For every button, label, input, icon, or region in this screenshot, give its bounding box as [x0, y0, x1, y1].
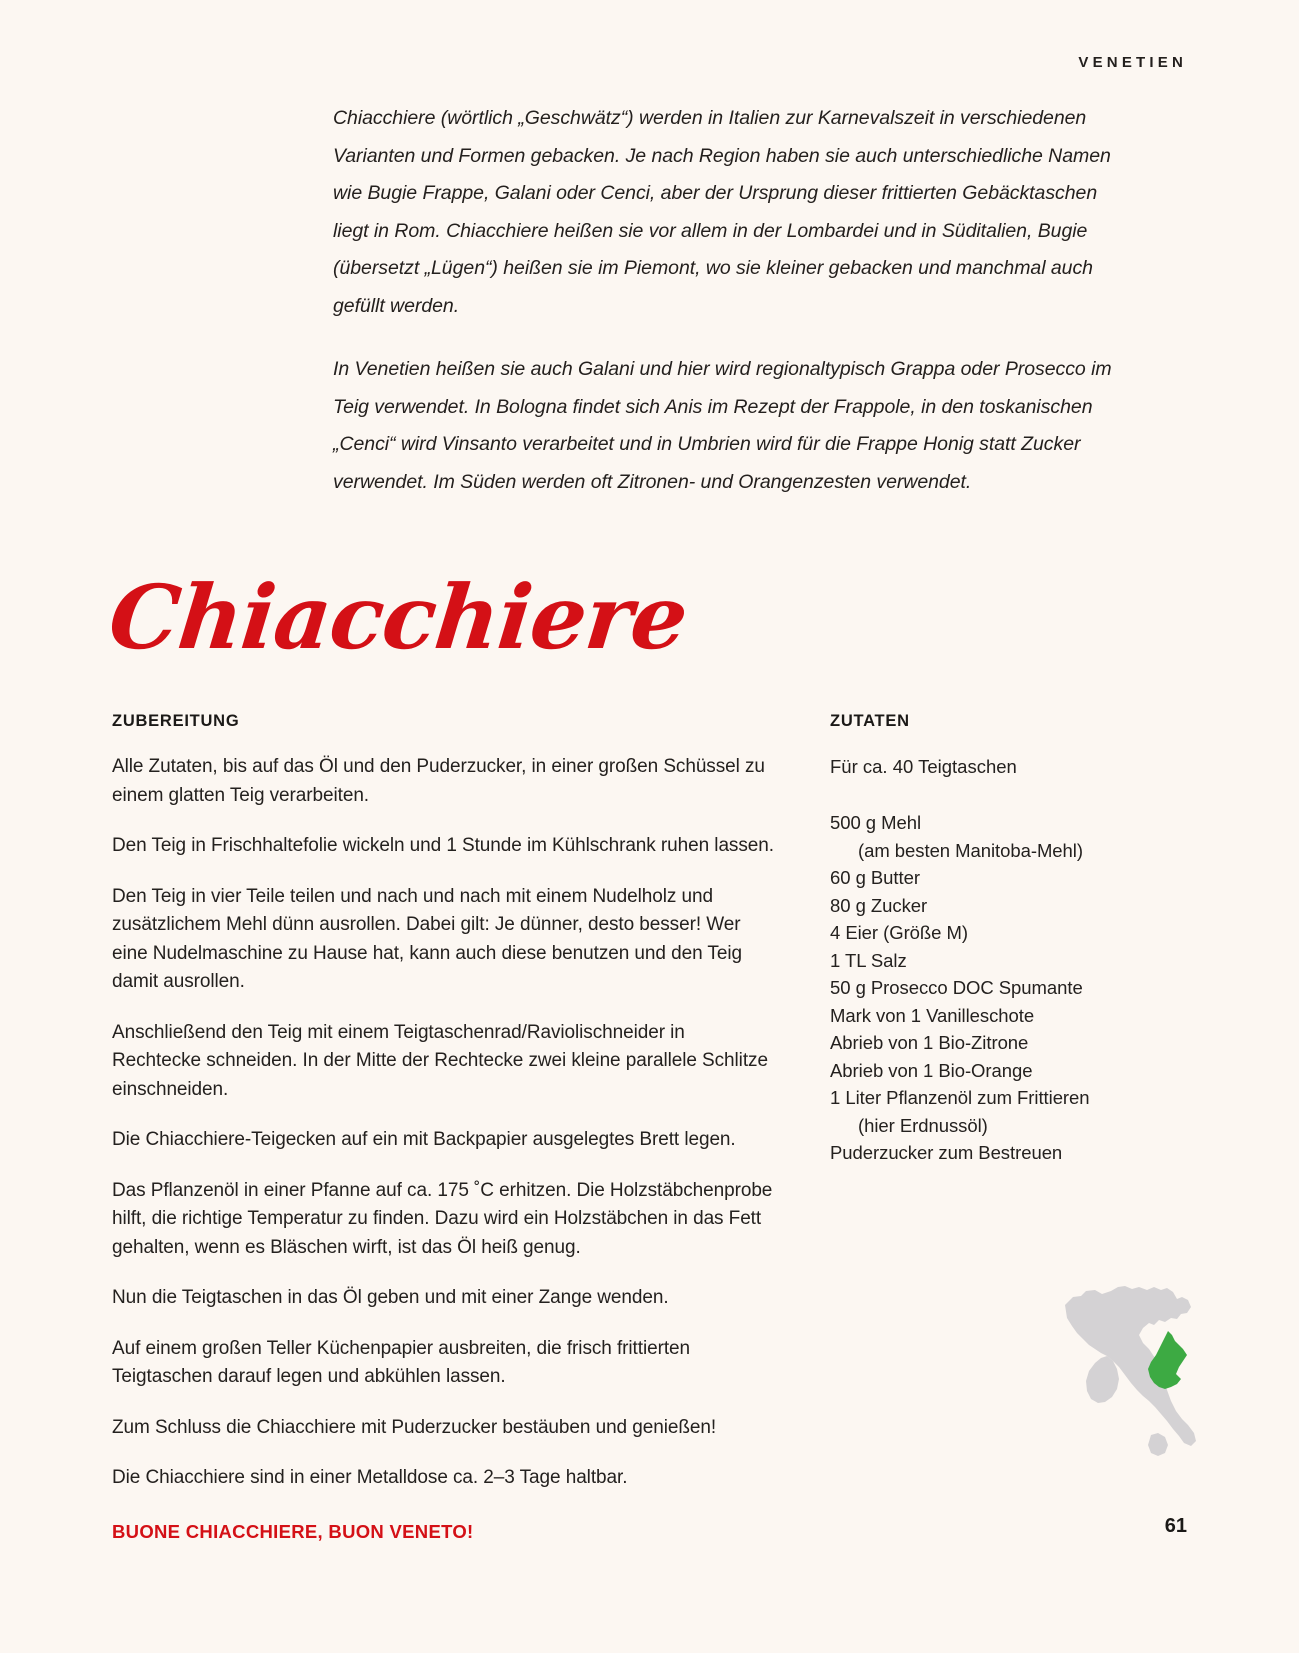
preparation-step: Anschließend den Teig mit einem Teigtaschenrad/Raviolischneider in Rechtecke schneiden. In der Mitte der Rechtecke zwei kleine parallele Schlitze einschneiden.: [112, 1021, 768, 1100]
preparation-step: Das Pflanzenöl in einer Pfanne auf ca. 175 ˚C erhitzen. Die Holzstäbchenprobe hilft, die richtige Temperatur zu finden. Dazu wird ein Holzstäbchen in das Fett gehalten, wenn es Bläschen wirft, ist das Öl heiß genug.: [112, 1179, 773, 1258]
preparation-heading: ZUBEREITUNG: [112, 712, 240, 730]
preparation-step: Die Chiacchiere-Teigecken auf ein mit Backpapier ausgelegtes Brett legen.: [112, 1129, 736, 1150]
list-item: Mark von 1 Vanilleschote: [830, 1004, 1035, 1026]
ingredients-yield: Für ca. 40 Teigtaschen: [830, 756, 1017, 777]
veneto-region-highlight: [1148, 1331, 1187, 1389]
page-title: Chiacchiere: [104, 565, 692, 669]
preparation-step: Zum Schluss die Chiacchiere mit Puderzucker bestäuben und genießen!: [112, 1416, 717, 1438]
intro-block: [333, 100, 1133, 527]
preparation-step: Auf einem großen Teller Küchenpapier ausbreiten, die frisch frittierten Teigtaschen darauf legen und abkühlen lassen.: [112, 1337, 691, 1387]
preparation-step: Nun die Teigtaschen in das Öl geben und mit einer Zange wenden.: [112, 1287, 669, 1308]
list-item: (am besten Manitoba-Mehl): [858, 839, 1083, 861]
list-item: Abrieb von 1 Bio-Orange: [830, 1059, 1033, 1081]
ingredients-list: [830, 809, 1130, 1167]
page-number: 61: [1164, 1515, 1187, 1537]
intro-paragraph: Chiacchiere (wörtlich „Geschwätz“) werden in Italien zur Karnevalszeit in verschiedenen Varianten und Formen gebacken. Je nach Region haben sie auch unterschiedliche Namen wie Bugie Frappe, Galani oder Cenci, aber der Ursprung dieser frittierten Gebäcktaschen liegt in Rom. Chiacchiere heißen sie vor allem in der Lombardei und in Süditalien, Bugie (übersetzt „Lügen“) heißen sie im Piemont, wo sie kleiner gebacken und manchmal auch gefüllt werden.: [333, 107, 1111, 317]
list-item: 1 TL Salz: [830, 949, 907, 971]
preparation-step: Den Teig in Frischhaltefolie wickeln und 1 Stunde im Kühlschrank ruhen lassen.: [112, 835, 774, 856]
closing-exclamation: BUONE CHIACCHIERE, BUON VENETO!: [112, 1520, 474, 1542]
list-item: 50 g Prosecco DOC Spumante: [830, 977, 1083, 998]
preparation-column: [112, 712, 777, 1543]
list-item: Puderzucker zum Bestreuen: [830, 1142, 1063, 1163]
italy-map-icon: [1055, 1283, 1205, 1468]
list-item: (hier Erdnussöl): [858, 1114, 988, 1136]
intro-paragraph: In Venetien heißen sie auch Galani und hier wird regionaltypisch Grappa oder Prosecco im Teig verwendet. In Bologna findet sich Anis im Rezept der Frappole, in den toskanischen „Cenci“ wird Vinsanto verarbeitet und in Umbrien wird für die Frappe Honig statt Zucker verwendet. Im Süden werden oft Zitronen- und Orangenzesten verwendet.: [333, 358, 1112, 493]
italy-map-svg: [1055, 1283, 1205, 1468]
list-item: 60 g Butter: [830, 867, 920, 888]
list-item: 500 g Mehl: [830, 812, 922, 833]
running-header-region: VENETIEN: [1078, 54, 1187, 71]
ingredients-heading: ZUTATEN: [830, 712, 910, 730]
list-item: 4 Eier (Größe M): [830, 922, 968, 943]
ingredients-column: [830, 712, 1130, 1167]
list-item: 1 Liter Pflanzenöl zum Frittieren: [830, 1087, 1090, 1108]
preparation-step: Den Teig in vier Teile teilen und nach und nach mit einem Nudelholz und zusätzlichem Mehl dünn ausrollen. Dabei gilt: Je dünner, desto besser! Wer eine Nudelmaschine zu Hause hat, kann auch diese benutzen und den Teig damit ausrollen.: [112, 885, 742, 992]
preparation-step: Alle Zutaten, bis auf das Öl und den Puderzucker, in einer großen Schüssel zu einem glatten Teig verarbeiten.: [112, 756, 765, 806]
list-item: 80 g Zucker: [830, 894, 928, 916]
preparation-step: Die Chiacchiere sind in einer Metalldose ca. 2–3 Tage haltbar.: [112, 1467, 628, 1488]
list-item: Abrieb von 1 Bio-Zitrone: [830, 1032, 1029, 1053]
